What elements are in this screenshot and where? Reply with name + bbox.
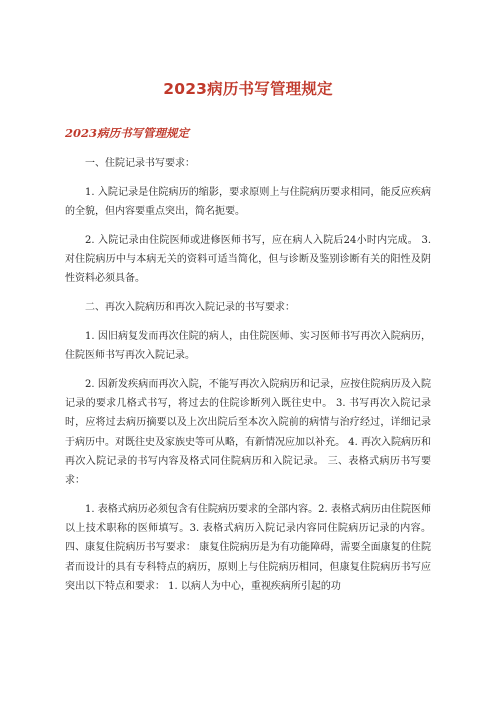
paragraph: 2. 入院记录由住院医师或进修医师书写，应在病人入院后24小时内完成。 3. 对住院病历中与本病无关的资料可适当简化，但与诊断及鉴别诊断有关的阳性及阴性资料必须具备。: [65, 234, 431, 285]
paragraph: 一、住院记录书写要求：: [85, 158, 195, 169]
document-title: 2023病历书写管理规定: [163, 80, 333, 98]
paragraph: 2. 因新发疾病而再次入院，不能写再次入院病历和记录，应按住院病历及入院记录的要求几格式书写，将过去的住院诊断列入既往史中。 3. 书写再次入院记录时，应将过去病历摘要以及上次出院后至本次入院前的病情与治疗经过，详细记录于病历中。对既往史及家族史等可从略，有新情况应加以补充。 4. 再次入院病历和再次入院记录的书写内容及格式同住院病历和入院记录。 三、表格式病历书写要求：: [65, 378, 431, 487]
paragraph: 二、再次入院病历和再次入院记录的书写要求：: [85, 301, 295, 313]
paragraph: 1. 入院记录是住院病历的缩影，要求原则上与住院病历要求相同，能反应疾病的全貌，但内容要重点突出，简名扼要。: [65, 186, 431, 217]
paragraph: 1. 表格式病历必须包含有住院病历要求的全部内容。2. 表格式病历由住院医师以上技术职称的医师填写。3. 表格式病历入院记录内容同住院病历记录的内容。 四、康复住院病历书写要求： 康复住院病历是为有功能障碍，需要全面康复的住院者而设计的具有专科特点的病历，原则上与住院病历相同，但康复住院病历书写应突出以下特点和要求： 1. 以病人为中心，重视疾病所引起的功: [65, 503, 431, 592]
section-title: 2023病历书写管理规定: [65, 126, 190, 140]
paragraph: 1. 因旧病复发而再次住院的病人，由住院医师、实习医师书写再次入院病历，住院医师书写再次入院记录。: [65, 330, 431, 361]
document-body: [65, 154, 431, 606]
